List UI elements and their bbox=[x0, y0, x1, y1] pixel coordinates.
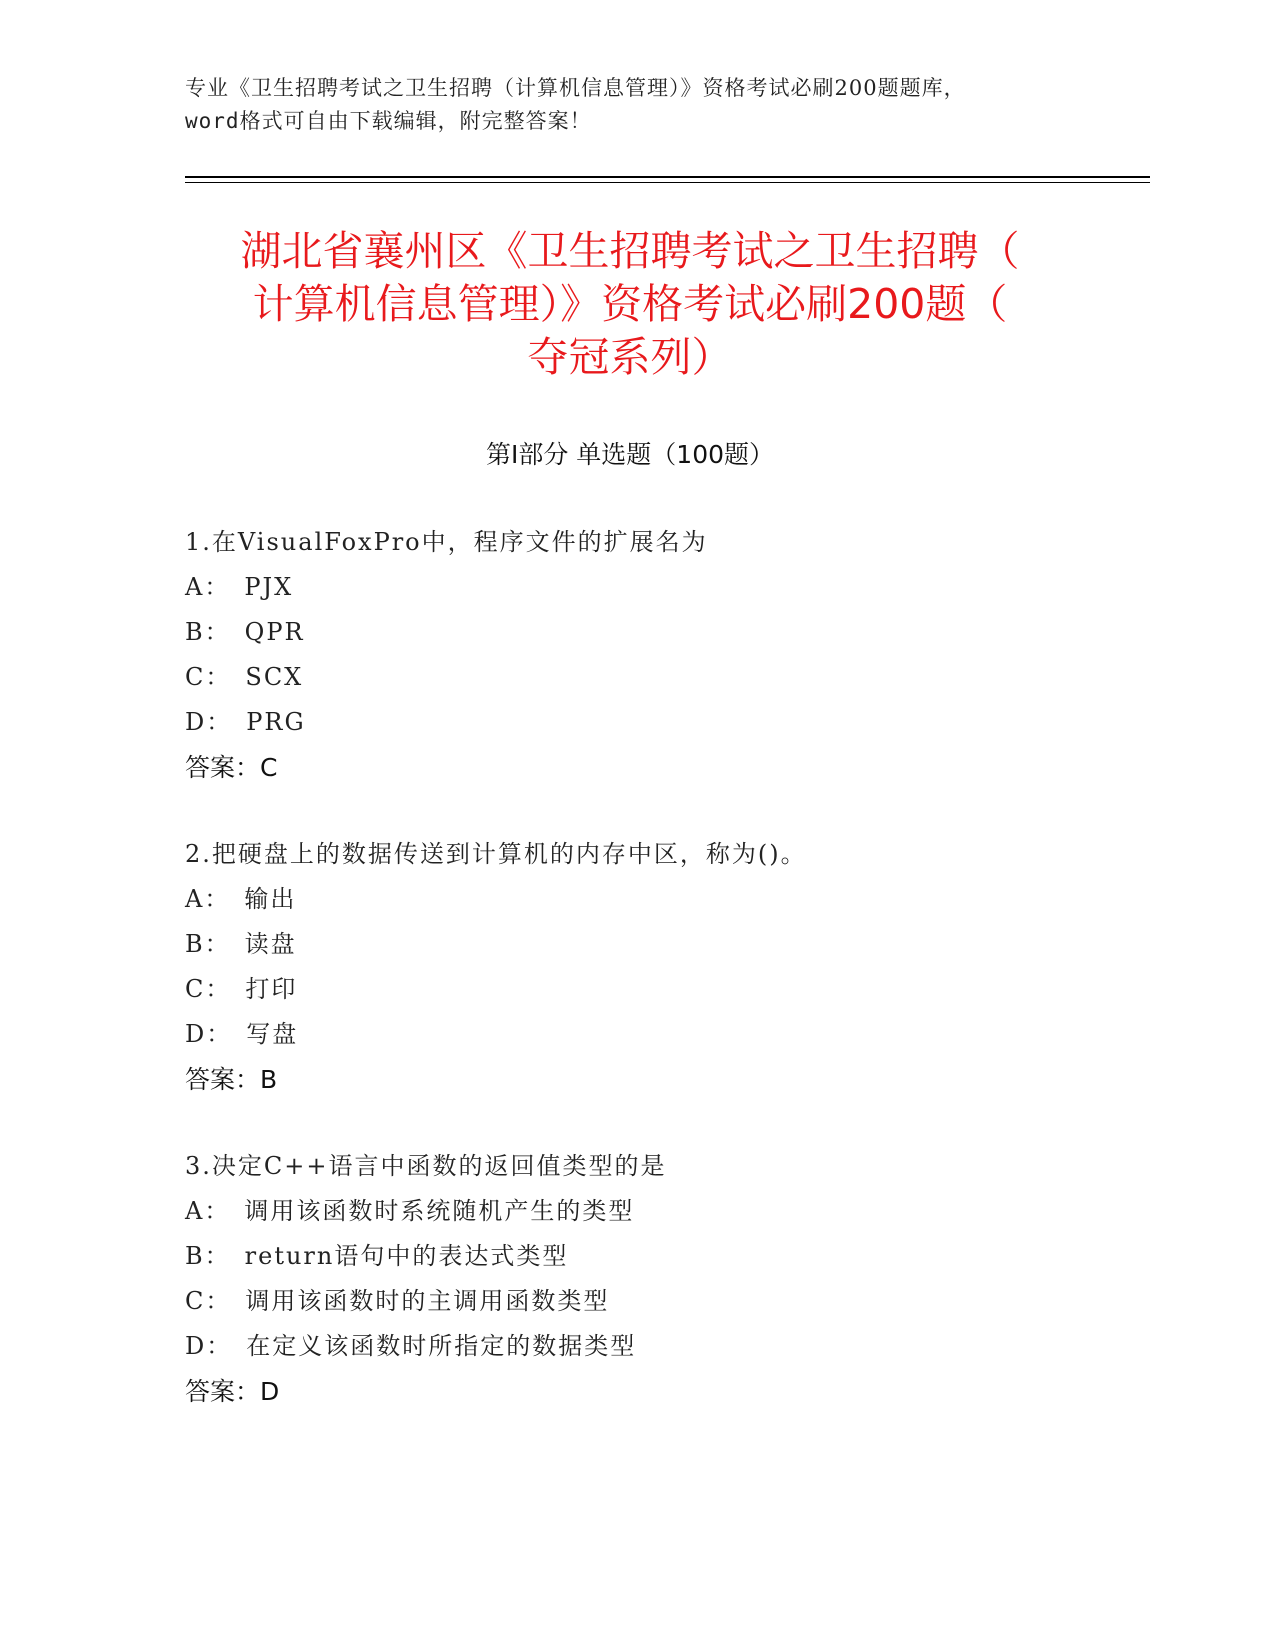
option-key: D： bbox=[185, 1020, 233, 1048]
option-key: B： bbox=[185, 618, 231, 646]
header-divider-thick bbox=[185, 176, 1150, 178]
option-key: A： bbox=[185, 573, 231, 601]
option-key: A： bbox=[185, 885, 231, 913]
option-text: PJX bbox=[244, 573, 294, 601]
option-a bbox=[185, 877, 1085, 922]
title-line1: 湖北省襄州区《卫生招聘考试之卫生招聘（ bbox=[240, 227, 1020, 275]
option-key: D： bbox=[185, 1332, 233, 1360]
option-key: B： bbox=[185, 930, 231, 958]
answer: 答案：C bbox=[185, 753, 278, 782]
option-c bbox=[185, 1279, 1085, 1324]
question-1 bbox=[185, 520, 1085, 790]
option-d bbox=[185, 1324, 1085, 1369]
question-list bbox=[185, 520, 1085, 1456]
option-a bbox=[185, 565, 1085, 610]
header-divider-thin bbox=[185, 182, 1150, 183]
option-d bbox=[185, 700, 1085, 745]
answer: 答案：D bbox=[185, 1377, 280, 1406]
option-text: 调用该函数时的主调用函数类型 bbox=[245, 1287, 610, 1315]
option-c bbox=[185, 655, 1085, 700]
option-key: D： bbox=[185, 708, 233, 736]
question-3 bbox=[185, 1144, 1085, 1414]
header-note-line1: 专业《卫生招聘考试之卫生招聘（计算机信息管理）》资格考试必刷200题题库， bbox=[185, 76, 966, 100]
option-text: PRG bbox=[246, 708, 306, 736]
question-text: 3.决定C++语言中函数的返回值类型的是 bbox=[185, 1152, 667, 1180]
header-note-line2: word格式可自由下载编辑，附完整答案！ bbox=[185, 109, 592, 133]
option-text: 调用该函数时系统随机产生的类型 bbox=[244, 1197, 635, 1225]
title-line3: 夺冠系列） bbox=[527, 333, 733, 381]
answer: 答案：B bbox=[185, 1065, 278, 1094]
document-title bbox=[180, 225, 1080, 384]
option-text: 读盘 bbox=[244, 930, 297, 958]
option-key: C： bbox=[185, 1287, 232, 1315]
option-c bbox=[185, 967, 1085, 1012]
option-key: C： bbox=[185, 663, 232, 691]
section-title: 第Ⅰ部分 单选题（100题） bbox=[485, 440, 775, 469]
option-text: SCX bbox=[245, 663, 304, 691]
title-line2: 计算机信息管理）》资格考试必刷200题（ bbox=[252, 280, 1008, 328]
option-text: 在定义该函数时所指定的数据类型 bbox=[246, 1332, 637, 1360]
option-d bbox=[185, 1012, 1085, 1057]
option-text: QPR bbox=[244, 618, 305, 646]
option-key: B： bbox=[185, 1242, 231, 1270]
option-b bbox=[185, 922, 1085, 967]
option-key: A： bbox=[185, 1197, 231, 1225]
option-key: C： bbox=[185, 975, 232, 1003]
option-b bbox=[185, 1234, 1085, 1279]
option-text: return语句中的表达式类型 bbox=[244, 1242, 569, 1270]
question-text: 2.把硬盘上的数据传送到计算机的内存中区，称为()。 bbox=[185, 840, 807, 868]
question-2 bbox=[185, 832, 1085, 1102]
option-b bbox=[185, 610, 1085, 655]
header-note bbox=[185, 72, 1085, 138]
option-text: 打印 bbox=[245, 975, 298, 1003]
option-a bbox=[185, 1189, 1085, 1234]
question-text: 1.在VisualFoxPro中，程序文件的扩展名为 bbox=[185, 528, 708, 556]
option-text: 写盘 bbox=[246, 1020, 299, 1048]
option-text: 输出 bbox=[244, 885, 297, 913]
